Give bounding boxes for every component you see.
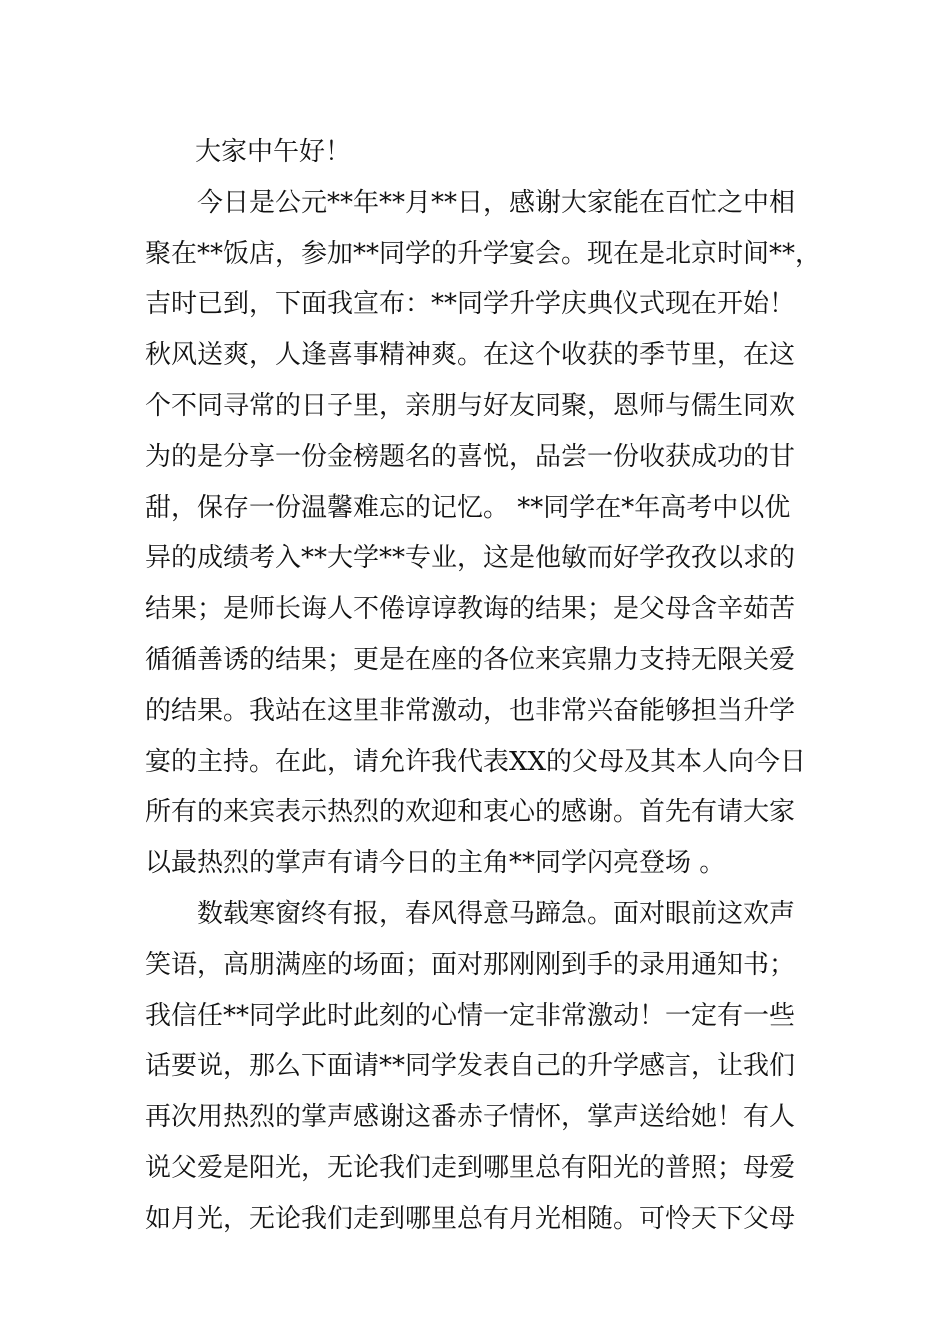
paragraph-line: 吉时已到，下面我宣布：**同学升学庆典仪式现在开始！ — [145, 289, 796, 320]
paragraph-line: 为的是分享一份金榜题名的喜悦，品尝一份收获成功的甘 — [145, 441, 796, 472]
paragraph-line: 数载寒窗终有报，春风得意马蹄急。面对眼前这欢声 — [197, 898, 796, 929]
paragraph-line: 循循善诱的结果；更是在座的各位来宾鼎力支持无限关爱 — [145, 644, 796, 675]
paragraph-line: 说父爱是阳光，无论我们走到哪里总有阳光的普照；母爱 — [145, 1152, 796, 1183]
paragraph-line: 的结果。我站在这里非常激动，也非常兴奋能够担当升学 — [145, 695, 796, 726]
paragraph-line: 结果；是师长诲人不倦谆谆教诲的结果；是父母含辛茹苦 — [145, 594, 796, 625]
paragraph-line: 宴的主持。在此，请允许我代表XX的父母及其本人向今日 — [145, 746, 807, 777]
paragraph-line: 再次用热烈的掌声感谢这番赤子情怀，掌声送给她！有人 — [145, 1102, 796, 1133]
document-body — [145, 127, 822, 1245]
paragraph-line: 我信任**同学此时此刻的心情一定非常激动！一定有一些 — [145, 1000, 796, 1031]
paragraph-line: 所有的来宾表示热烈的欢迎和衷心的感谢。首先有请大家 — [145, 797, 796, 828]
paragraph-line: 话要说，那么下面请**同学发表自己的升学感言，让我们 — [145, 1051, 796, 1082]
paragraph-line: 异的成绩考入**大学**专业，这是他敏而好学孜孜以求的 — [145, 543, 796, 574]
greeting-line: 大家中午好！ — [195, 137, 352, 167]
paragraph-line: 聚在**饭店，参加**同学的升学宴会。现在是北京时间**， — [145, 238, 822, 269]
paragraph-line: 如月光，无论我们走到哪里总有月光相随。可怜天下父母 — [145, 1203, 796, 1234]
paragraph-line: 以最热烈的掌声有请今日的主角**同学闪亮登场 。 — [145, 848, 726, 879]
paragraph-line: 笑语，高朋满座的场面；面对那刚刚到手的录用通知书； — [145, 949, 796, 980]
paragraph-line: 甜，保存一份温馨难忘的记忆。 **同学在*年高考中以优 — [145, 492, 791, 523]
paragraph-line: 今日是公元**年**月**日，感谢大家能在百忙之中相 — [197, 187, 796, 218]
paragraph-line: 秋风送爽，人逢喜事精神爽。在这个收获的季节里，在这 — [145, 340, 796, 371]
paragraph-line: 个不同寻常的日子里，亲朋与好友同聚，恩师与儒生同欢 — [145, 390, 796, 421]
